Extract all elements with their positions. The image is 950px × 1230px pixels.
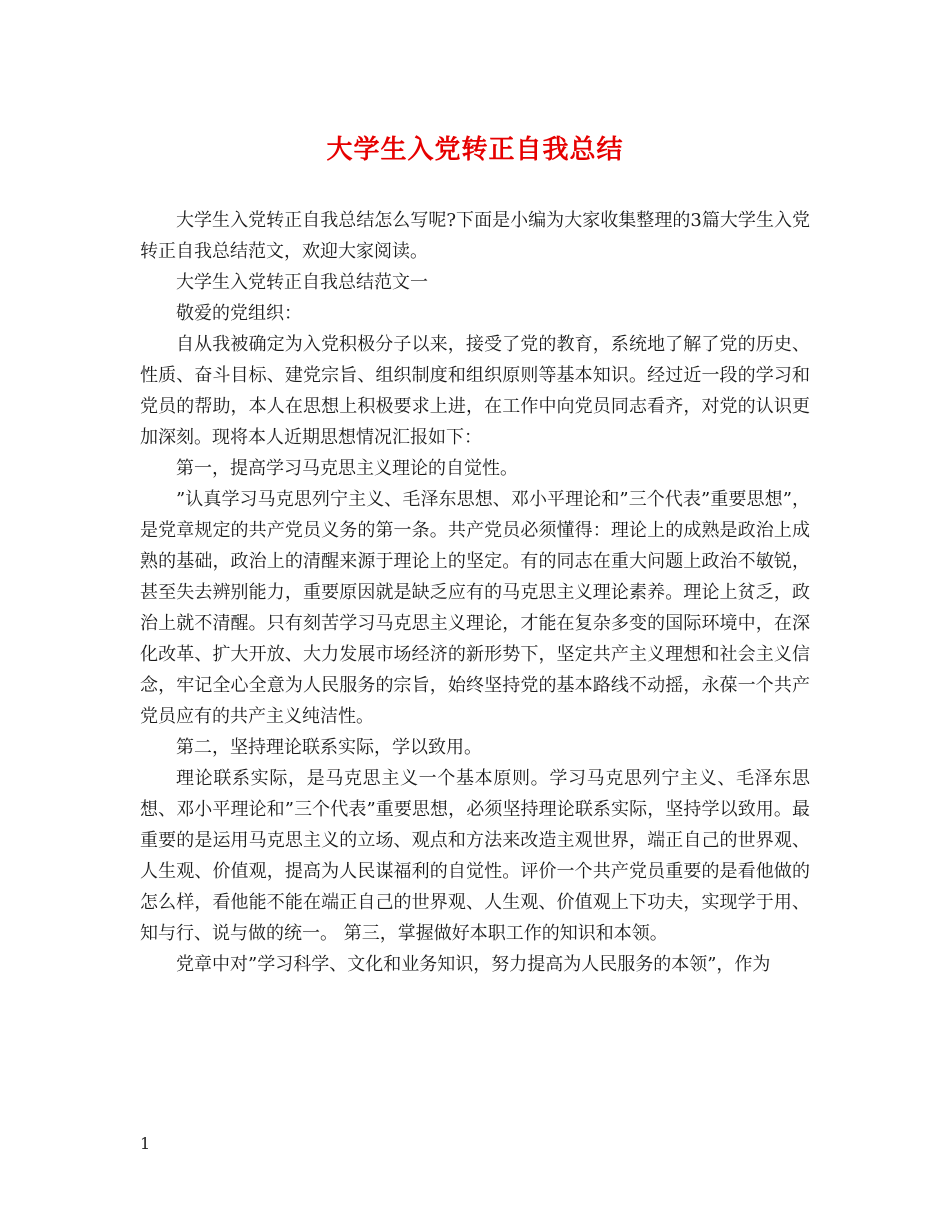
paragraph-sample-heading: 大学生入党转正自我总结范文一	[176, 272, 428, 293]
page-number: 1	[140, 1134, 151, 1153]
paragraph-intro: 大学生入党转正自我总结怎么写呢?下面是小编为大家收集整理的3篇大学生入党转正自我总结范文，欢迎大家阅读。	[140, 210, 810, 262]
paragraph-point-two: 第二，坚持理论联系实际，学以致用。	[176, 737, 482, 758]
paragraph-point-one: 第一，提高学习马克思主义理论的自觉性。	[176, 458, 518, 479]
document-body	[140, 205, 810, 980]
paragraph-point-two-body: 理论联系实际，是马克思主义一个基本原则。学习马克思列宁主义、毛泽东思想、邓小平理论和”三个代表”重要思想，必须坚持理论联系实际，坚持学以致用。最重要的是运用马克思主义的立场、观点和方法来改造主观世界，端正自己的世界观、人生观、价值观，提高为人民谋福利的自觉性。评价一个共产党员重要的是看他做的怎么样，看他能不能在端正自己的世界观、人生观、价值观上下功夫，实现学于用、知与行、说与做的统一。 第三，掌握做好本职工作的知识和本领。	[140, 768, 810, 944]
paragraph-opening: 自从我被确定为入党积极分子以来，接受了党的教育，系统地了解了党的历史、性质、奋斗目标、建党宗旨、组织制度和组织原则等基本知识。经过近一段的学习和党员的帮助，本人在思想上积极要求上进，在工作中向党员同志看齐，对党的认识更加深刻。现将本人近期思想情况汇报如下：	[140, 334, 810, 448]
document-title: 大学生入党转正自我总结	[326, 135, 624, 165]
paragraph-salutation: 敬爱的党组织：	[176, 303, 302, 324]
paragraph-point-one-body: ”认真学习马克思列宁主义、毛泽东思想、邓小平理论和”三个代表”重要思想”，是党章规定的共产党员义务的第一条。共产党员必须懂得：理论上的成熟是政治上成熟的基础，政治上的清醒来源于理论上的坚定。有的同志在重大问题上政治不敏锐，甚至失去辨别能力，重要原因就是缺乏应有的马克思主义理论素养。理论上贫乏，政治上就不清醒。只有刻苦学习马克思主义理论，才能在复杂多变的国际环境中，在深化改革、扩大开放、大力发展市场经济的新形势下，坚定共产主义理想和社会主义信念，牢记全心全意为人民服务的宗旨，始终坚持党的基本路线不动摇，永葆一个共产党员应有的共产主义纯洁性。	[140, 489, 810, 727]
paragraph-point-three-body: 党章中对”学习科学、文化和业务知识，努力提高为人民服务的本领”，作为	[176, 954, 771, 975]
